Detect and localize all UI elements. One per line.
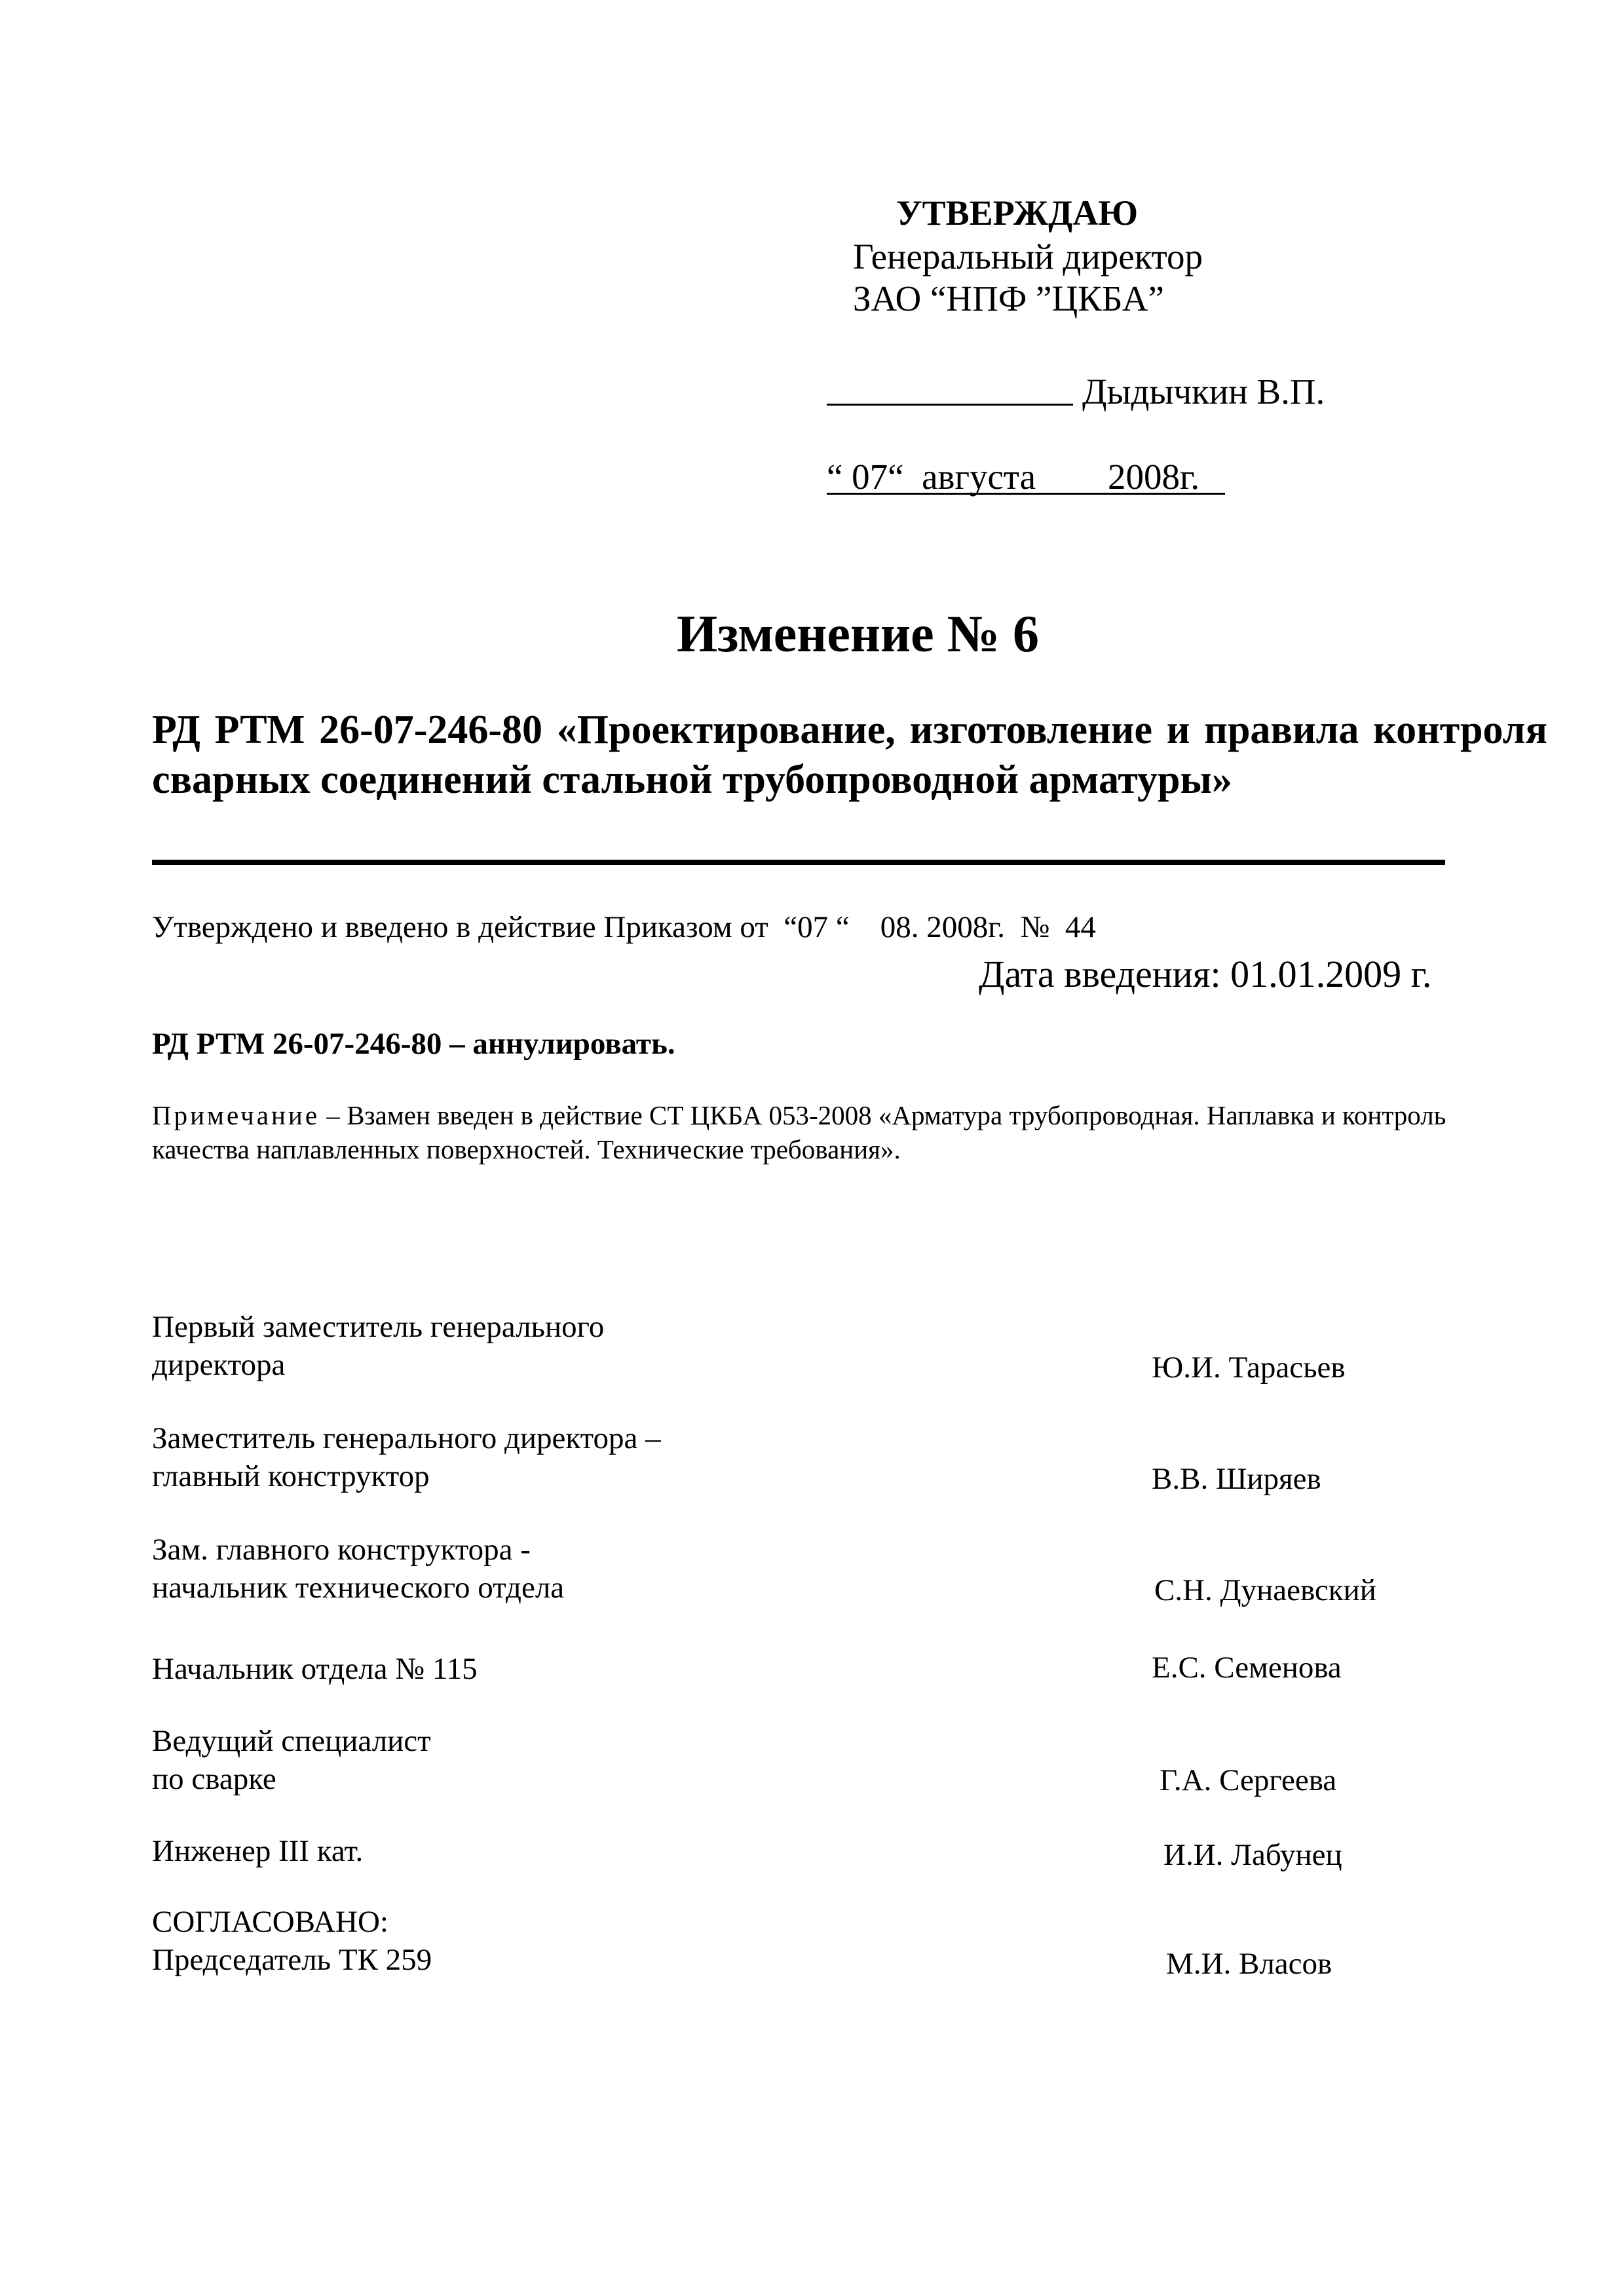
signatory-name: Г.А. Сергеева <box>1160 1763 1337 1797</box>
approval-title: УТВЕРЖДАЮ <box>896 193 1139 233</box>
signatory-position: Первый заместитель генерального директора <box>152 1310 605 1382</box>
signatory-position: Инженер III кат. <box>152 1834 364 1868</box>
horizontal-rule <box>152 860 1445 865</box>
signatory-name: В.В. Ширяев <box>1152 1462 1321 1496</box>
approval-position-line1: Генеральный директор <box>853 237 1203 277</box>
signatory-position: Ведущий специалист по сварке <box>152 1724 431 1796</box>
signature-line <box>827 404 1073 406</box>
annulment-statement: РД РТМ 26-07-246-80 – аннулировать. <box>152 1027 675 1061</box>
signatory-position: Заместитель генерального директора – главный конструктор <box>152 1421 661 1493</box>
note-text-1: – Взамен введен в действие СТ ЦКБА 053-2008 «Арматура трубопроводная. Наплавка и контроль <box>320 1100 1446 1130</box>
approval-date: “ 07“ августа 2008г. <box>827 457 1200 497</box>
note-line-1 <box>152 1102 1446 1129</box>
note-label: Примечание <box>152 1100 320 1130</box>
note-line-2: качества наплавленных поверхностей. Технические требования». <box>152 1134 901 1164</box>
approval-signer: Дыдычкин В.П. <box>1082 372 1325 411</box>
signatory-name: Е.С. Семенова <box>1152 1651 1342 1685</box>
signatory-position: Зам. главного конструктора - начальник технического отдела <box>152 1533 565 1605</box>
approval-date-underline <box>827 493 1225 495</box>
document-title: Изменение № 6 <box>677 605 1039 663</box>
approved-by-order: Утверждено и введено в действие Приказом от “07 “ 08. 2008г. № 44 <box>152 910 1096 944</box>
signatory-position: Начальник отдела № 115 <box>152 1652 478 1686</box>
approval-position-line2: ЗАО “НПФ ”ЦКБА” <box>853 278 1164 318</box>
signatory-name: М.И. Власов <box>1166 1947 1332 1981</box>
document-subject: РД РТМ 26-07-246-80 «Проектирование, изготовление и правила контроля сварных соединений стальной трубопроводной арматуры» <box>152 708 1547 802</box>
signatory-name: Ю.И. Тарасьев <box>1152 1350 1346 1385</box>
signatory-name: И.И. Лабунец <box>1163 1838 1342 1872</box>
signatory-position: СОГЛАСОВАНО: Председатель ТК 259 <box>152 1905 432 1977</box>
introduction-date: Дата введения: 01.01.2009 г. <box>979 953 1432 995</box>
signatory-name: С.Н. Дунаевский <box>1154 1573 1376 1607</box>
